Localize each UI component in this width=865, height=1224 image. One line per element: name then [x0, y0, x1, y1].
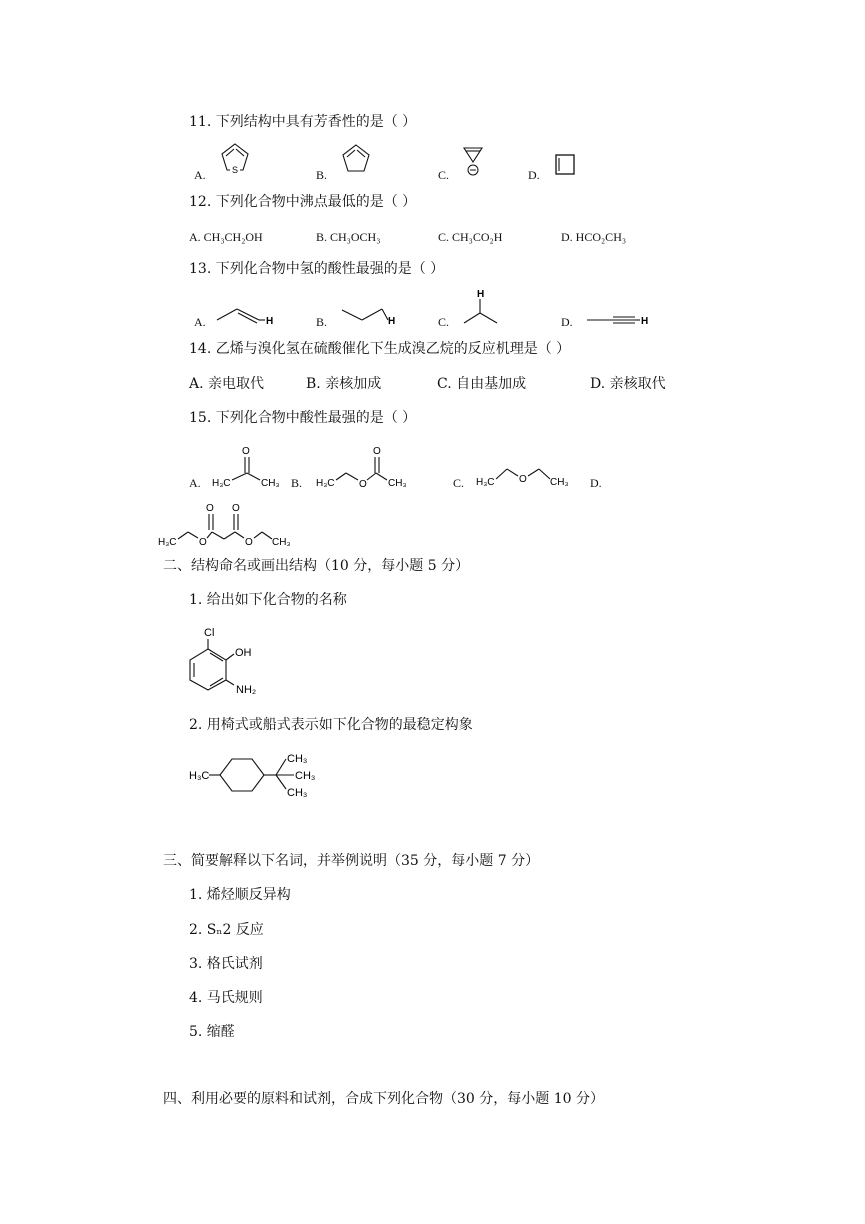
q11-option-d: D.: [528, 168, 540, 182]
section3-item-3: 3. 格氏试剂: [189, 956, 263, 972]
section2-title: 二、结构命名或画出结构（10 分，每小题 5 分）: [163, 558, 470, 574]
hydroxyl-label: OH: [235, 647, 252, 659]
chloro-label: Cl: [204, 627, 215, 639]
q14-option-d: D. 亲核取代: [590, 376, 666, 392]
thiophene-sulfur-label: S: [231, 165, 239, 175]
section3-item-1: 1. 烯烃顺反异构: [189, 887, 291, 903]
propene-h-label: H: [266, 316, 274, 327]
q11-stem: 11. 下列结构中具有芳香性的是（ ）: [189, 114, 417, 130]
q12-option-b: B. CH₃OCH₃: [316, 230, 381, 244]
section3-item-5: 5. 缩醛: [189, 1024, 235, 1040]
tbutyl-ch3-mid-label: CH₃: [295, 770, 316, 782]
malonate-ether-o-left-label: O: [199, 537, 207, 548]
q14-option-a: A. 亲电取代: [189, 376, 265, 392]
q13-option-c: C.: [438, 315, 450, 329]
section4-title: 四、利用必要的原料和试剂，合成下列化合物（30 分，每小题 10 分）: [163, 1091, 604, 1107]
diethyl-ether-ch3-label: CH₃: [550, 477, 569, 488]
tbutyl-ch3-top-label: CH₃: [287, 753, 308, 765]
section2-q2: 2. 用椅式或船式表示如下化合物的最稳定构象: [189, 717, 473, 733]
malonate-h3c-label: H₃C: [158, 537, 177, 548]
section2-q1: 1. 给出如下化合物的名称: [189, 592, 347, 608]
q12-option-a: A. CH₃CH₂OH: [189, 230, 263, 244]
methyl-tert-butylcyclohexane-structure: [188, 748, 333, 803]
aminochlorophenol-structure: [182, 622, 272, 702]
cyclopropenyl-anion-structure: [462, 143, 486, 177]
q13-stem: 13. 下列化合物中氢的酸性最强的是（ ）: [189, 261, 445, 277]
q15-option-a: A.: [189, 476, 201, 490]
q15-option-b: B.: [291, 476, 303, 490]
propyne-structure: [585, 310, 655, 328]
q11-option-a: A.: [194, 168, 206, 182]
section3-item-2: 2. Sₙ2 反应: [189, 922, 264, 938]
propane-h-label: H: [388, 316, 396, 327]
diethyl-ether-h3c-label: H₃C: [476, 477, 495, 488]
q11-option-c: C.: [438, 168, 450, 182]
acetone-o-label: O: [242, 446, 250, 457]
q14-option-b: B. 亲核加成: [306, 376, 382, 392]
cyclopentadiene-structure: [338, 141, 374, 177]
ethyl-acetate-ether-o-label: O: [359, 479, 367, 490]
malonate-ether-o-right-label: O: [245, 537, 253, 548]
tbutyl-ch3-bottom-label: CH₃: [287, 787, 308, 799]
propene-structure: [215, 306, 280, 326]
ethyl-acetate-carbonyl-o-label: O: [373, 446, 381, 457]
diethyl-ether-structure: [474, 460, 574, 490]
cyclobutadiene-structure: [554, 153, 578, 177]
isobutane-structure: [462, 287, 502, 327]
q14-option-c: C. 自由基加成: [437, 376, 527, 392]
ethyl-acetate-structure: [312, 443, 412, 488]
malonate-carbonyl-o-right-label: O: [232, 503, 240, 514]
ethyl-acetate-ch3-label: CH₃: [388, 478, 407, 489]
propane-structure: [340, 306, 405, 326]
q12-option-c: C. CH₃CO₂H: [438, 230, 503, 244]
thiophene-structure: [217, 141, 253, 177]
malonate-ch3-label: CH₃: [272, 537, 291, 548]
q12-option-d: D. HCO₂CH₃: [561, 230, 627, 244]
amino-label: NH₂: [236, 684, 257, 696]
q13-option-b: B.: [316, 315, 328, 329]
malonate-carbonyl-o-left-label: O: [206, 503, 214, 514]
acetone-ch3-label: CH₃: [261, 478, 280, 489]
acetone-structure: [210, 443, 290, 488]
acetone-h3c-label: H₃C: [212, 478, 231, 489]
q12-stem: 12. 下列化合物中沸点最低的是（ ）: [189, 194, 417, 210]
q15-option-c: C.: [453, 476, 465, 490]
cyclohexane-h3c-label: H₃C: [189, 770, 210, 782]
q11-option-b: B.: [316, 168, 328, 182]
q15-option-d: D.: [590, 476, 602, 490]
section3-title: 三、简要解释以下名词，并举例说明（35 分，每小题 7 分）: [163, 853, 540, 869]
isobutane-h-label: H: [477, 289, 485, 300]
q13-option-d: D.: [561, 315, 573, 329]
q14-stem: 14. 乙烯与溴化氢在硫酸催化下生成溴乙烷的反应机理是（ ）: [189, 341, 571, 357]
diethyl-malonate-structure: [158, 500, 291, 550]
ethyl-acetate-h3c-label: H₃C: [316, 478, 335, 489]
propyne-h-label: H: [641, 316, 649, 327]
q13-option-a: A.: [194, 315, 206, 329]
q15-stem: 15. 下列化合物中酸性最强的是（ ）: [189, 410, 417, 426]
diethyl-ether-o-label: O: [519, 474, 527, 485]
section3-item-4: 4. 马氏规则: [189, 990, 263, 1006]
